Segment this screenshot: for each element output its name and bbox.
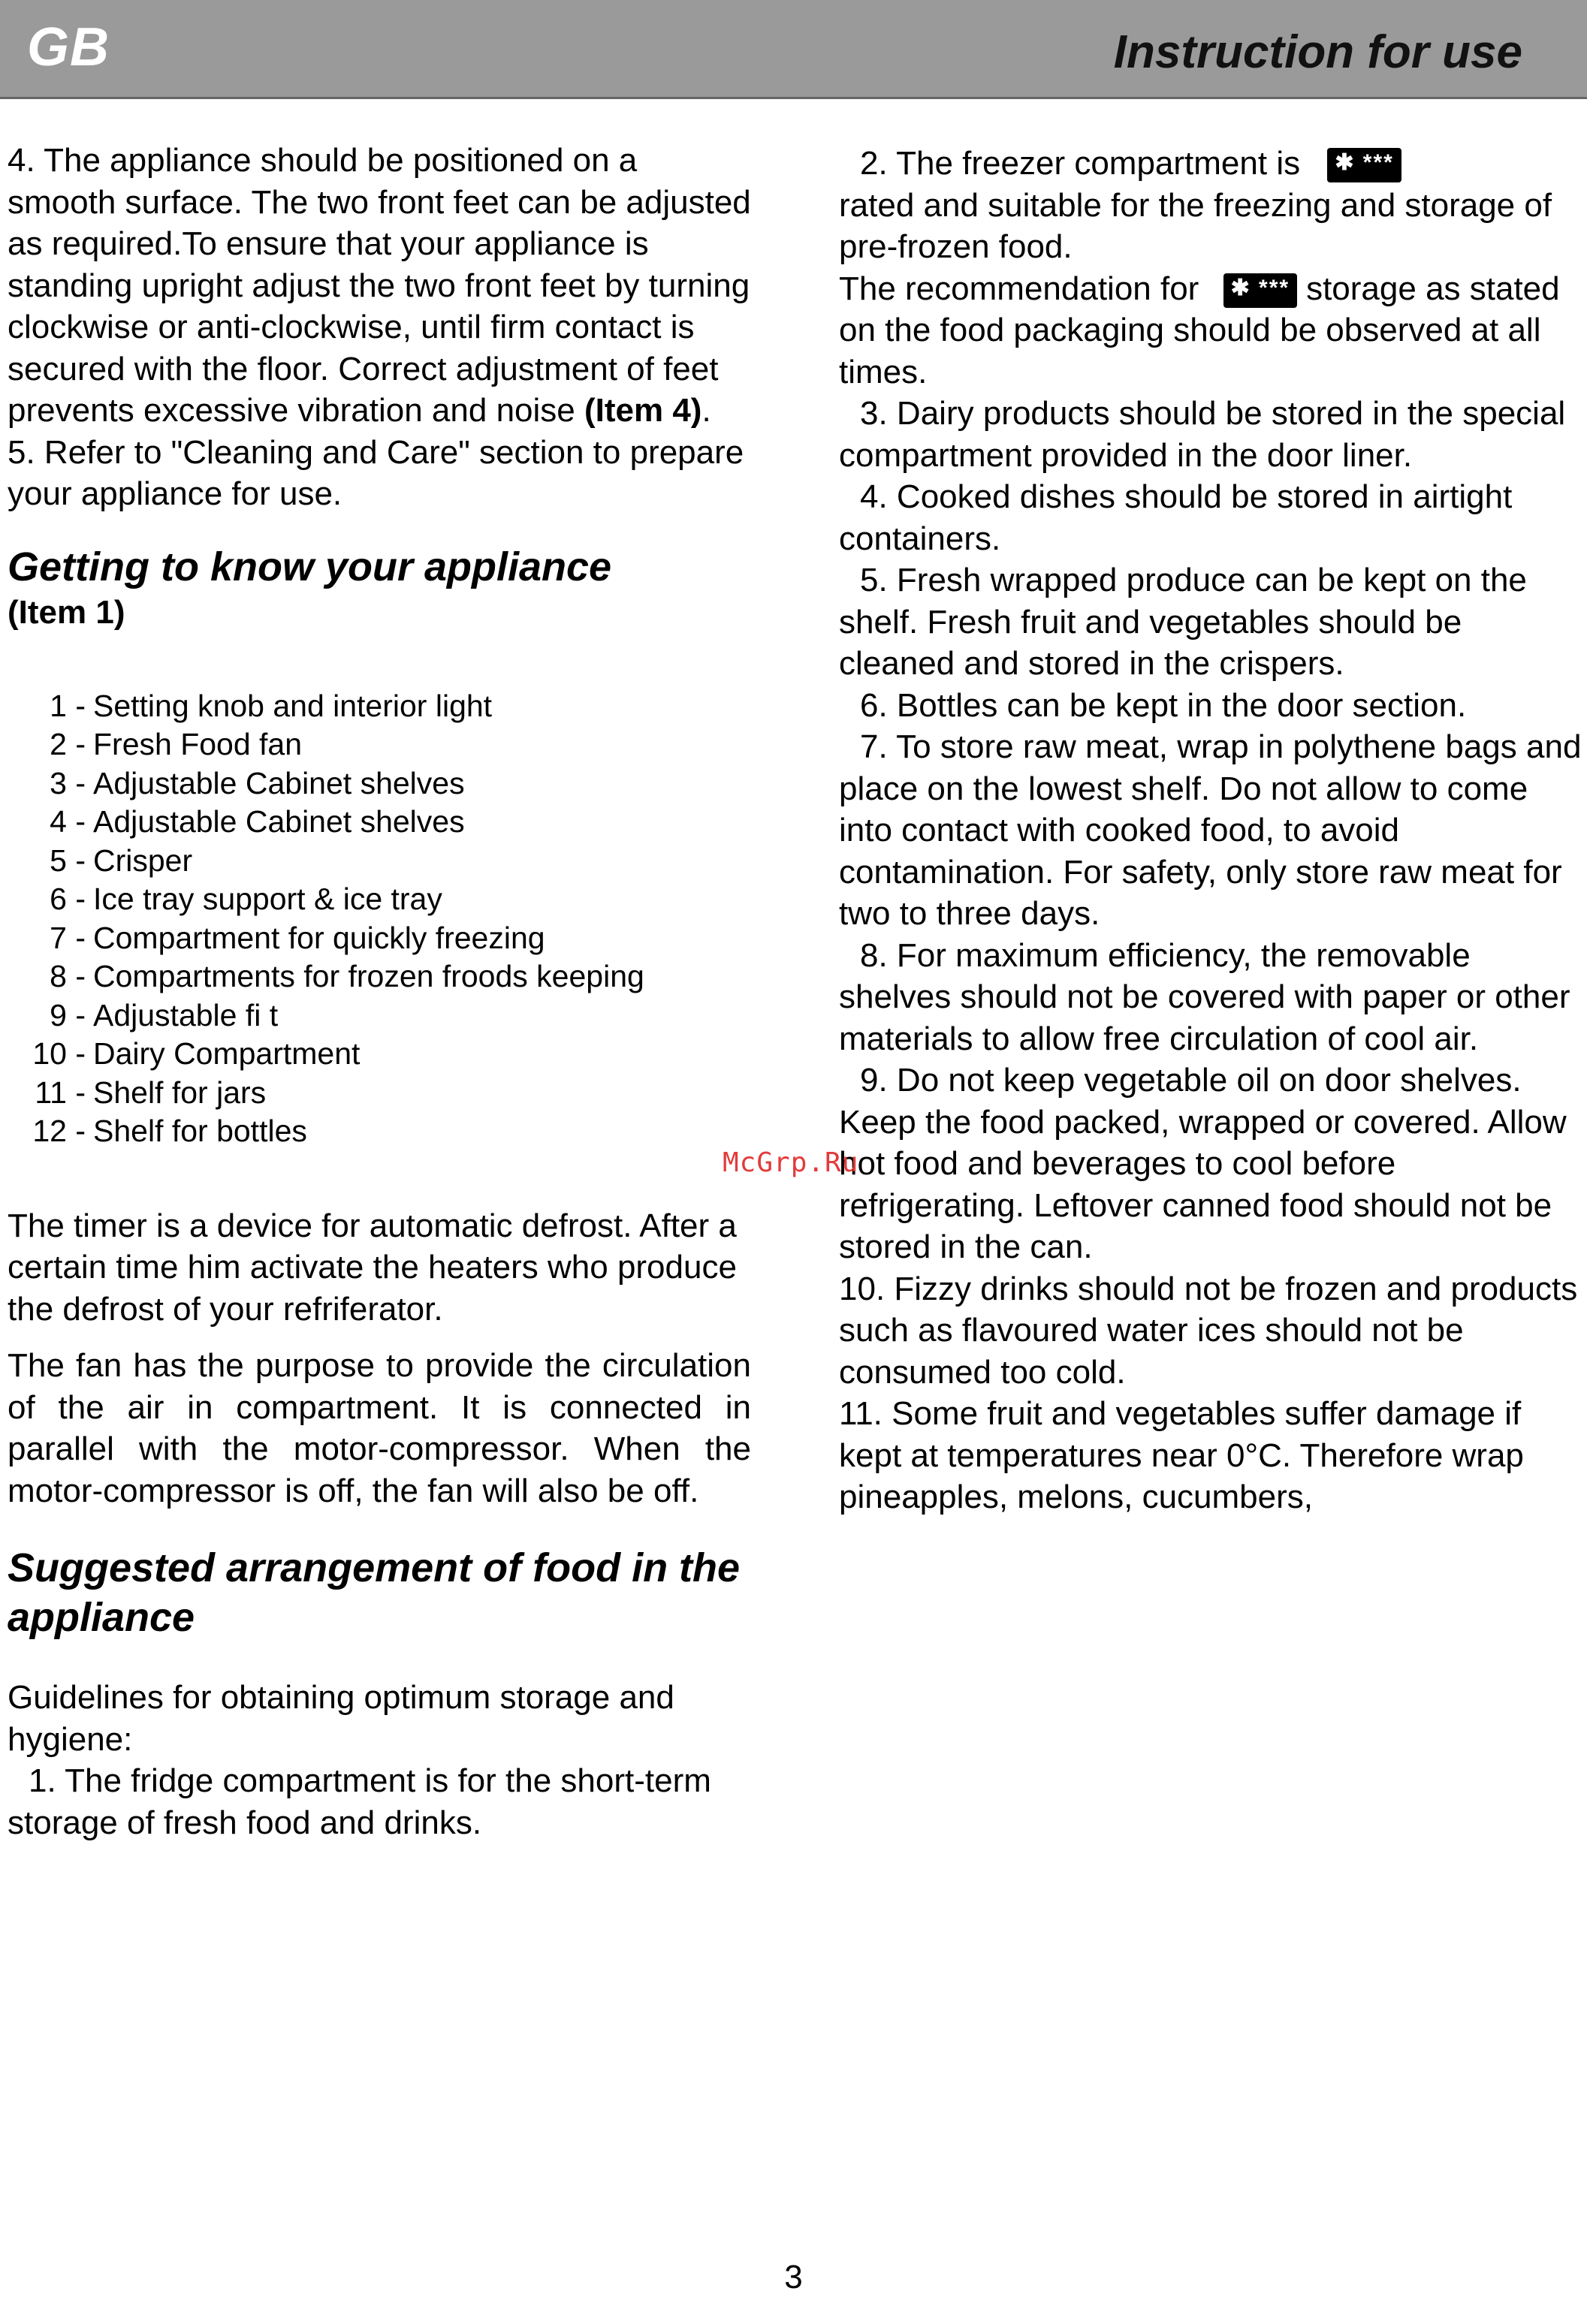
star-rating-icon-2 (1223, 273, 1298, 308)
star-rating-icon (1327, 148, 1401, 182)
paragraph-item-5: 5. Refer to "Cleaning and Care" section to prepare your appliance for use. (8, 433, 744, 512)
language-label: GB (27, 17, 110, 77)
fresh-produce-text: 5. Fresh wrapped produce can be kept on the shelf. Fresh fruit and vegetables should be cleaned and stored in the crispers. (839, 562, 1527, 682)
legend-item (8, 725, 751, 764)
legend-item-label: Shelf for jars (93, 1075, 267, 1110)
legend-item (8, 803, 751, 842)
paragraph-fresh-produce (839, 559, 1582, 685)
legend-item-label: Setting knob and interior light (93, 688, 493, 723)
bottles-text: 6. Bottles can be kept in the door section. (860, 686, 1467, 724)
page-header (0, 0, 1587, 99)
legend-item-number: 9 - (50, 997, 86, 1032)
guideline-1-text: 1. The fridge compartment is for the short-term storage of fresh food and drinks. (8, 1762, 711, 1841)
freezer-rating-text-b: rated and suitable for the freezing and storage of pre-frozen food. (839, 186, 1552, 265)
freezer-rating-text-a: 2. The freezer compartment is (860, 145, 1301, 182)
paragraph-efficiency (839, 935, 1582, 1060)
watermark: McGrp.Ru (723, 1147, 859, 1178)
paragraph-item-4-end: . (701, 392, 711, 429)
legend-item-number: 6 - (50, 882, 86, 916)
legend-item-number: 8 - (50, 959, 86, 993)
legend-item (8, 1112, 751, 1151)
legend-item-number: 5 - (50, 842, 86, 878)
paragraph-item-4 (8, 140, 751, 432)
star-rating-label-2: ✱ *** (1230, 275, 1290, 300)
legend-item (8, 764, 751, 803)
page-number: 3 (784, 2259, 803, 2295)
paragraph-raw-meat (839, 726, 1582, 935)
raw-meat-text: 7. To store raw meat, wrap in polythene bags and place on the lowest shelf. Do not allow to come into contact with cooked food, to avoid contamination. For safety, only store raw meat for two to three days. (839, 728, 1582, 932)
paragraph-guidelines: Guidelines for obtaining optimum storage and hygiene: (8, 1679, 674, 1758)
paragraph-timer: The timer is a device for automatic defrost. After a certain time him activate the heaters who produce the defrost of your refriferator. (8, 1207, 737, 1328)
vegetable-oil-text: 9. Do not keep vegetable oil on door shelves. Keep the food packed, wrapped or covered. Allow hot food and beverages to cool before refrigerating. Leftover canned food should not be stored in the can. (839, 1062, 1567, 1265)
freezer-rating-text-c: The recommendation for (839, 270, 1199, 307)
star-rating-label: ✱ *** (1335, 150, 1394, 176)
legend-item-label: Compartments for frozen froods keeping (93, 959, 644, 993)
cooked-dishes-text: 4. Cooked dishes should be stored in airtight containers. (839, 478, 1513, 557)
legend-item-number: 1 - (50, 688, 86, 723)
legend-item (8, 1074, 751, 1113)
legend-item-label: Shelf for bottles (93, 1114, 307, 1148)
legend-item-label: Crisper (93, 842, 193, 878)
legend-item (8, 880, 751, 919)
legend-item-number: 3 - (50, 765, 86, 800)
section-subheading-item-1: (Item 1) (8, 593, 125, 631)
legend-item (8, 842, 751, 881)
paragraph-vegetable-oil (839, 1060, 1582, 1268)
legend-item (8, 1035, 751, 1074)
dairy-text: 3. Dairy products should be stored in the special compartment provided in the door liner. (839, 395, 1566, 474)
legend-item (8, 919, 751, 958)
paragraph-guideline-1 (8, 1760, 751, 1843)
parts-legend (8, 687, 751, 1151)
paragraph-fan: The fan has the purpose to provide the circulation of the air in compartment. It is connected in parallel with the motor-compressor. When the motor-compressor is off, the fan will also be off. (8, 1347, 751, 1509)
legend-item-label: Adjustable fi t (93, 997, 279, 1032)
legend-item-number: 11 - (35, 1075, 86, 1110)
paragraph-item-4-text: 4. The appliance should be positioned on a smooth surface. The two front feet can be adjusted as required.To ensure that your appliance is standing upright adjust the two front feet by turning clockwise or anti-clockwise, until firm contact is secured with the floor. Correct adjustment of feet prevents excessive vibration and noise (8, 142, 751, 429)
legend-item-label: Adjustable Cabinet shelves (93, 804, 465, 839)
legend-item-number: 2 - (50, 727, 86, 761)
section-heading-suggested-arrangement: Suggested arrangement of food in the appliance (8, 1545, 741, 1640)
legend-item (8, 957, 751, 996)
paragraph-freezer-rating (839, 143, 1582, 393)
legend-item (8, 687, 751, 726)
legend-item-label: Fresh Food fan (93, 727, 303, 761)
paragraph-bottles (839, 685, 1582, 727)
legend-item-label: Compartment for quickly freezing (93, 920, 545, 955)
right-column (839, 143, 1582, 1518)
section-heading-getting-to-know: Getting to know your appliance (8, 544, 612, 589)
legend-item-number: 12 - (32, 1114, 86, 1148)
paragraph-cooked-dishes (839, 476, 1582, 559)
legend-item-label: Adjustable Cabinet shelves (93, 765, 465, 800)
legend-item-number: 4 - (50, 804, 86, 839)
paragraph-fruit-damage: 11. Some fruit and vegetables suffer damage if kept at temperatures near 0°C. Therefore wrap pineapples, melons, cucumbers, (839, 1395, 1524, 1515)
left-column (8, 140, 751, 1843)
efficiency-text: 8. For maximum efficiency, the removable shelves should not be covered with paper or other materials to allow free circulation of cool air. (839, 936, 1570, 1057)
header-title: Instruction for use (1113, 26, 1522, 78)
paragraph-dairy (839, 393, 1582, 476)
legend-item (8, 996, 751, 1035)
paragraph-fizzy-drinks: 10. Fizzy drinks should not be frozen and products such as flavoured water ices should not be consumed too cold. (839, 1270, 1578, 1391)
legend-item-label: Ice tray support & ice tray (93, 882, 442, 916)
freezer-rating-text-d: storage as stated on the food packaging should be observed at all times. (839, 270, 1560, 390)
item-4-reference: (Item 4) (584, 392, 702, 429)
legend-item-number: 7 - (50, 920, 86, 955)
legend-item-number: 10 - (32, 1036, 86, 1071)
legend-item-label: Dairy Compartment (93, 1036, 361, 1071)
